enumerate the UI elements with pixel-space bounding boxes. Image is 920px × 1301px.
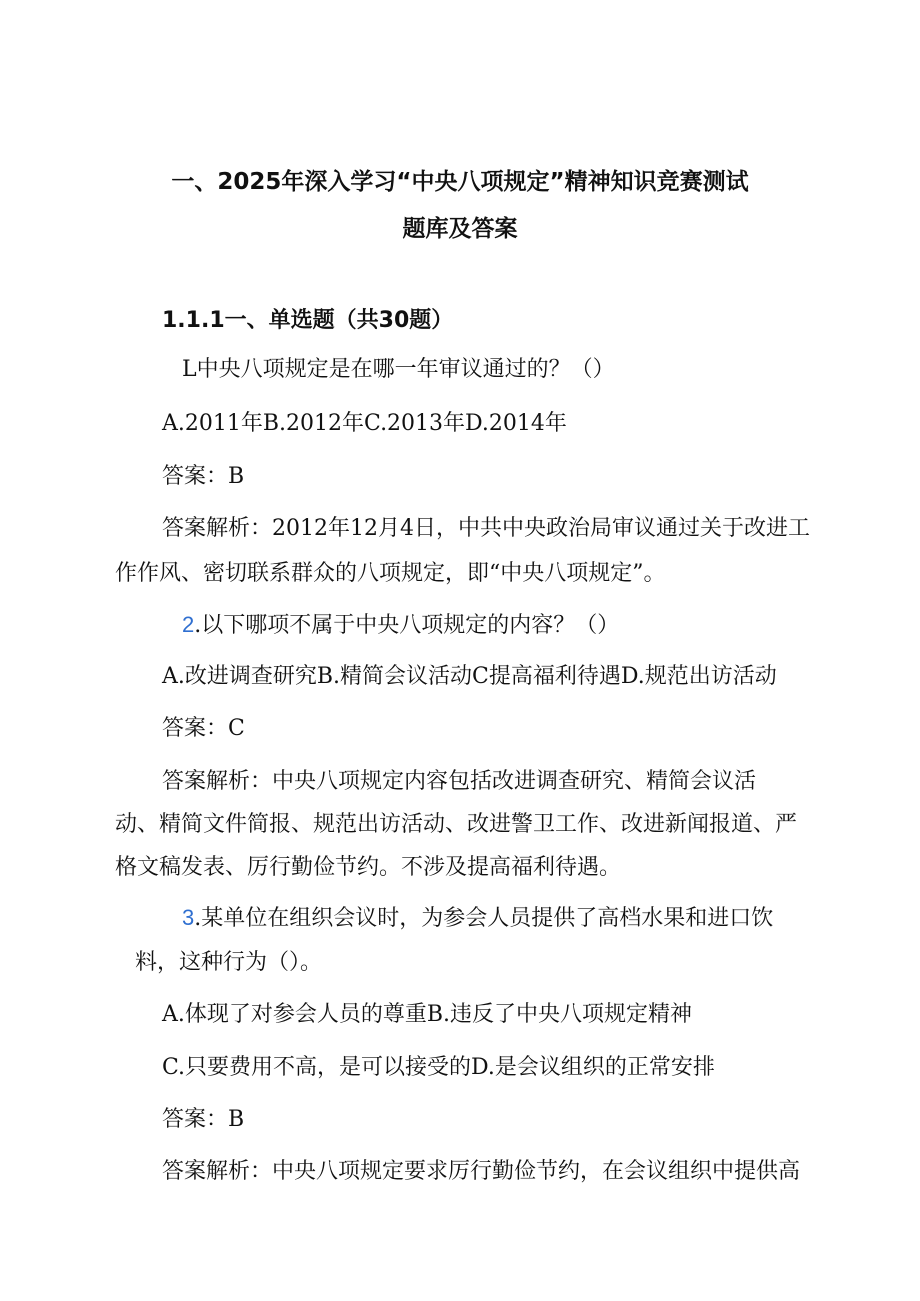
- question-3-number: 3: [182, 905, 195, 930]
- document-title-line-2: 题库及答案: [402, 216, 518, 242]
- question-1-stem: L中央八项规定是在哪一年审议通过的？（）: [182, 357, 615, 382]
- question-1-analysis-line-1: 答案解析：2012年12月4日，中共中央政治局审议通过关于改进工: [162, 516, 810, 541]
- question-3-options-line-1: A.体现了对参会人员的尊重B.违反了中央八项规定精神: [162, 1002, 693, 1027]
- question-3-stem-text: .某单位在组织会议时，为参会人员提供了高档水果和进口饮: [194, 906, 774, 931]
- question-3-stem-continued: 料，这种行为（）。: [135, 950, 323, 975]
- question-3-stem: [182, 903, 773, 934]
- question-2-number: 2: [182, 612, 195, 637]
- section-heading: 1.1.1一、单选题（共30题）: [162, 308, 454, 333]
- question-1-options: A.2011年B.2012年C.2013年D.2014年: [162, 411, 567, 436]
- question-2-options: A.改进调查研究B.精简会议活动C提高福利待遇D.规范出访活动: [162, 664, 777, 689]
- question-1-analysis-line-2: 作作风、密切联系群众的八项规定，即“中央八项规定”。: [115, 561, 666, 586]
- question-3-options-line-2: C.只要费用不高，是可以接受的D.是会议组织的正常安排: [162, 1055, 715, 1080]
- question-1-answer: 答案：B: [162, 464, 245, 489]
- question-2-analysis-line-3: 格文稿发表、厉行勤俭节约。不涉及提高福利待遇。: [115, 855, 622, 880]
- question-2-stem: [182, 610, 619, 641]
- question-2-answer: 答案：C: [162, 716, 245, 741]
- document-title-line-1: 一、2025年深入学习“中央八项规定”精神知识竞赛测试: [171, 169, 749, 195]
- question-2-analysis-line-2: 动、精简文件简报、规范出访活动、改进警卫工作、改进新闻报道、严: [115, 812, 798, 837]
- question-2-stem-text: .以下哪项不属于中央八项规定的内容？（）: [194, 613, 620, 638]
- question-3-answer: 答案：B: [162, 1107, 245, 1132]
- question-3-analysis-line-1: 答案解析：中央八项规定要求厉行勤俭节约，在会议组织中提供高: [162, 1159, 801, 1184]
- question-2-analysis-line-1: 答案解析：中央八项规定内容包括改进调查研究、精简会议活: [162, 769, 757, 794]
